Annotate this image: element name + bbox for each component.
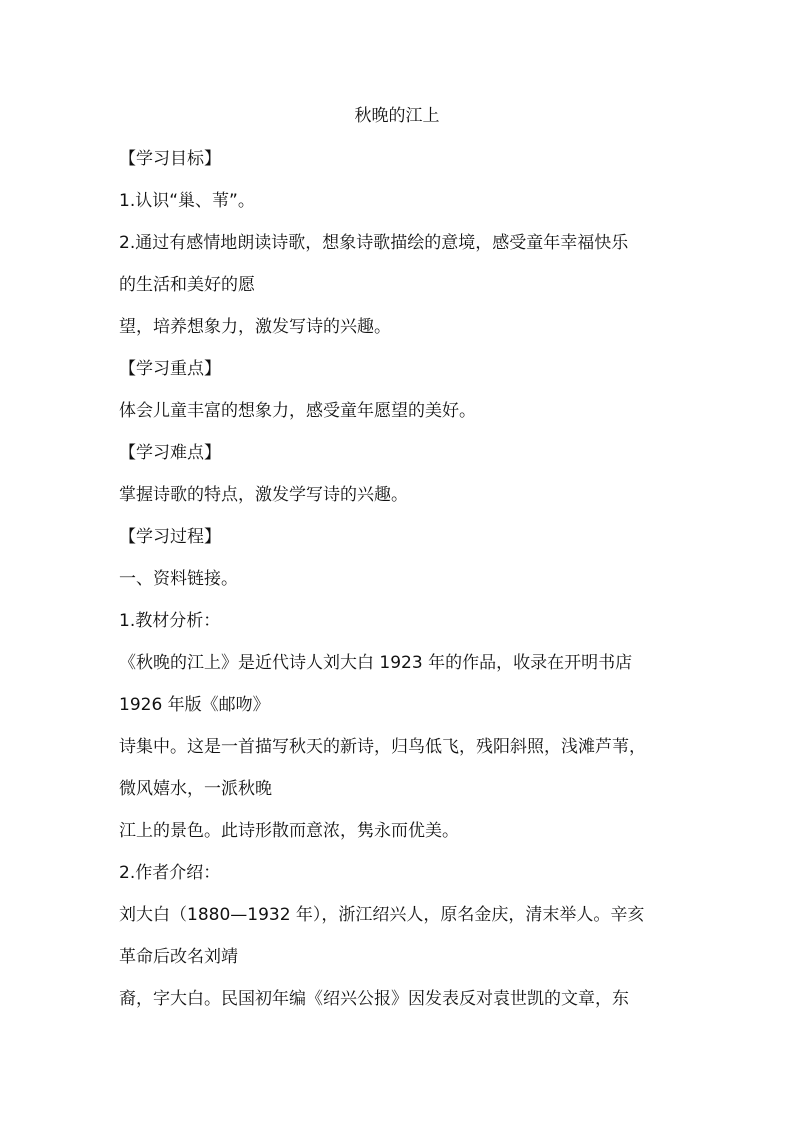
subsection-heading: 1.教材分析： (119, 611, 221, 631)
paragraph-line: 掌握诗歌的特点，激发学写诗的兴趣。 (119, 485, 408, 505)
paragraph-line: 望，培养想象力，激发写诗的兴趣。 (119, 317, 391, 337)
section-heading-objectives: 【学习目标】 (119, 149, 221, 169)
section-heading-process: 【学习过程】 (119, 527, 221, 547)
paragraph-line: 体会儿童丰富的想象力，感受童年愿望的美好。 (119, 401, 476, 421)
subsection-heading: 2.作者介绍： (119, 863, 221, 883)
section-heading-key-points: 【学习重点】 (119, 359, 221, 379)
paragraph-line: 诗集中。这是一首描写秋天的新诗，归鸟低飞，残阳斜照，浅滩芦苇， (119, 737, 646, 757)
paragraph-line: 裔，字大白。民国初年编《绍兴公报》因发表反对袁世凯的文章，东 (119, 989, 629, 1009)
paragraph-line: 微风嬉水，一派秋晚 (119, 779, 272, 799)
paragraph-line: 1.认识“巢、苇”。 (119, 191, 255, 211)
paragraph-line: 的生活和美好的愿 (119, 275, 255, 295)
subsection-heading: 一、资料链接。 (119, 569, 238, 589)
paragraph-line: 江上的景色。此诗形散而意浓，隽永而优美。 (119, 821, 459, 841)
paragraph-line: 1926 年版《邮吻》 (119, 695, 270, 715)
paragraph-line: 革命后改名刘靖 (119, 947, 238, 967)
section-heading-difficulties: 【学习难点】 (119, 443, 221, 463)
paragraph-line: 2.通过有感情地朗读诗歌，想象诗歌描绘的意境，感受童年幸福快乐 (119, 233, 629, 253)
paragraph-line: 《秋晚的江上》是近代诗人刘大白 1923 年的作品，收录在开明书店 (119, 653, 633, 673)
document-title: 秋晚的江上 (354, 106, 440, 126)
paragraph-line: 刘大白（1880—1932 年），浙江绍兴人，原名金庆，清末举人。辛亥 (119, 905, 645, 925)
